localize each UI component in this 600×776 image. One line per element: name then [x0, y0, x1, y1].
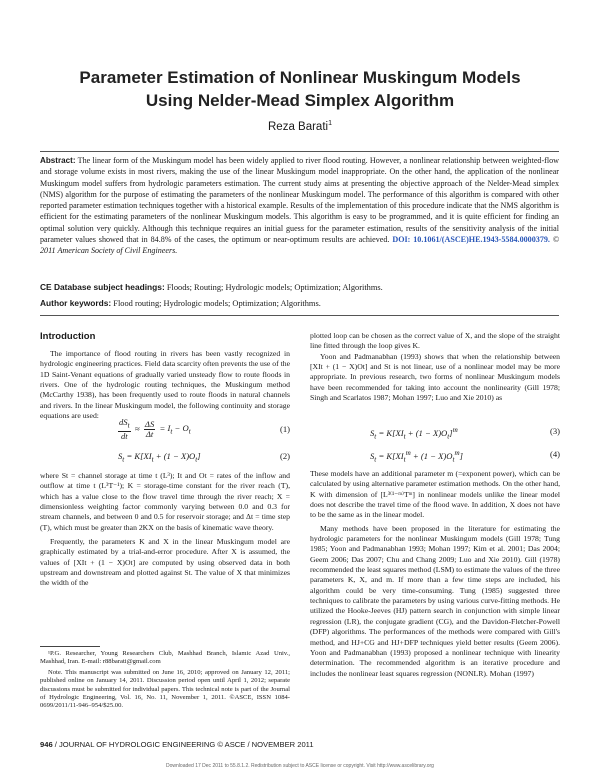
equation-1: $\frac{dS_t}{dt}$ ≈ $\frac{\Delta S}{\Delta t}$ = $I_t - O_t$ (1)	[119, 417, 290, 441]
right-p1-text: plotted loop can be chosen as the correct value of X, and the slope of the straight line fitted through the loop gives K.	[310, 331, 560, 351]
abstract-text: The linear form of the Muskingum model has been widely applied to river flood routing. However, a nonlinear relationship between weighted-flow and storage volume exists in most rivers, making the use of the linear Muskingum model inappropriate. On the other hand, the application of the nonlinear Muskingum model suffers from hydrologic parameters estimation. The current study aims at presenting the objective approach of the Nelder-Mead simplex (NMS) algorithm for the purpose of estimating the parameters of the nonlinear Muskingum model. The performance of this algorithm is compared with other reported parameter estimation techniques together with a historical example. Results of the implementation of this procedure indicate that the NMS algorithm is efficient for the estimating parameters of the nonlinear Muskingum models. This algorithm is easy to be programmed, and it is quite efficient for finding an optimal solution very quickly. Although this technique requires an initial guess for the parameter estimation, results of the sensitivity analysis of the initial parameter values showed that in 84.8% of the cases, the optimum or near-optimum results are achieved.	[40, 156, 559, 245]
right-column-top	[310, 331, 560, 403]
subject-headings	[40, 282, 559, 293]
right-p2-text: Yoon and Padmanabhan (1993) shows that when the relationship between [XIt + (1 − X)Ot] and St is not linear, use of a nonlinear model may be more appropriate. In previous research, two forms of nonlinear Muskingum models have been recommended for taking into account the nonlinearity (Gill 1978; Singh and Scarlatos 1987; Mohan 1997; Luo and Xie 2010) as	[310, 351, 560, 403]
eq3-body: $S_t = K[XI_t + (1 - X)O_t]^m$	[370, 426, 458, 441]
intro-p3-text: Frequently, the parameters K and X in the linear Muskingum model are graphically estimated by a trial-and-error procedure. After X is assumed, the values of [XIt + (1 − X)Ot] are computed by using observed data in both upstream and downstream and plotted against St. The value of X that minimizes the width of the	[40, 537, 290, 588]
right-p3-text: These models have an additional parameter m (=exponent power), which can be calculated by using alternative parameter estimation methods. On the other hand, K with dimension of [L³⁽¹⁻ᵐ⁾Tᵐ] in nonlinear models unlike the linear model does not describe the travel time of the flood wave. In addition, X does not have to be the same as in the linear model.	[310, 469, 560, 520]
eq3-number: (3)	[549, 426, 560, 436]
author-name	[40, 120, 560, 133]
page-number: 946	[40, 740, 53, 749]
author-name-text: Reza Barati	[268, 120, 329, 133]
intro-paragraph-2	[40, 471, 290, 589]
author-keywords	[40, 298, 559, 309]
eq4-number: (4)	[549, 449, 560, 459]
abstract-label: Abstract:	[40, 156, 76, 165]
author-keywords-text: Flood routing; Hydrologic models; Optimization; Algorithms.	[113, 299, 321, 308]
eq1-rhs: $I_t - O_t$	[167, 423, 191, 437]
introduction-heading: Introduction	[40, 331, 96, 342]
intro-p2-text: where St = channel storage at time t (L³); It and Ot = rates of the inflow and outflow at time t (L³T⁻¹); K = storage-time constant for the river reach (T), which has a value close to the flow travel time through the river reach; X = dimensionless weighting factor commonly varying between 0.0 and 0.3 for stream channels, and between 0 and 0.5 for reservoir storage; and Δt = time step (T), which must be greater than 2KX on the basis of kinematic wave theory.	[40, 471, 290, 532]
footnotes	[40, 650, 290, 711]
eq2-number: (2)	[279, 451, 290, 461]
title-line-2: Using Nelder-Mead Simplex Algorithm	[145, 91, 455, 110]
copyright: © 2011 American Society of Civil Engineers.	[40, 235, 559, 256]
page-footer	[40, 740, 314, 749]
footnote-affiliation: ¹P.G. Researcher, Young Researchers Club, Mashhad Branch, Islamic Azad Univ., Mashhad, Iran. E-mail: r88barati@gmail.com	[40, 650, 290, 666]
subject-headings-text: Floods; Routing; Hydrologic models; Optimization; Algorithms.	[166, 283, 383, 292]
eq1-lhs: $\frac{dS_t}{dt}$	[119, 417, 130, 441]
keywords-divider	[40, 315, 559, 316]
equation-2	[118, 451, 290, 465]
equation-3	[370, 426, 560, 440]
intro-paragraph-1	[40, 349, 290, 421]
doi-link[interactable]: 10.1061/(ASCE)HE.1943-5584.0000379.	[413, 235, 550, 245]
footnote-rule	[40, 646, 100, 647]
doi-label[interactable]: DOI:	[392, 235, 411, 245]
download-notice: Downloaded 17 Dec 2011 to 55.8.1.2. Redistribution subject to ASCE license or copyright. Visit http://www.ascelibrary.org	[166, 763, 434, 769]
eq4-body: $S_t = K[XI_t^m + (1 - X)O_t^m]$	[370, 449, 463, 464]
top-divider	[40, 151, 559, 152]
paper-title	[40, 66, 560, 112]
abstract	[40, 155, 559, 257]
right-column-bottom	[310, 469, 560, 679]
eq1-mid: $\frac{\Delta S}{\Delta t}$	[144, 418, 155, 439]
eq2-body: $S_t = K[XI_t + (1 - X)O_t]$	[118, 451, 201, 464]
intro-p1-text: The importance of flood routing in rivers has been vastly recognized in hydrologic engineering practices. Field data scarcity often prevents the use of the 1D Saint-Venant equations of gradually varied unsteady flow to route floods in rivers. One of the hydrologic routing techniques, the Muskingum method (McCarthy 1938), has been frequently used to route floods in natural channels and rivers. In the linear Muskingum model, the following continuity and storage equations are used:	[40, 349, 290, 421]
author-affiliation-mark: 1	[328, 120, 332, 127]
equation-4	[370, 449, 560, 463]
subject-headings-label: CE Database subject headings:	[40, 282, 165, 292]
title-line-1: Parameter Estimation of Nonlinear Muskingum Models	[79, 68, 521, 87]
author-keywords-label: Author keywords:	[40, 298, 112, 308]
footnote-note: Note. This manuscript was submitted on June 16, 2010; approved on January 12, 2011; published online on January 14, 2011. Discussion period open until April 1, 2012; separate discussions must be submitted for individual papers. This technical note is part of the Journal of Hydrologic Engineering, Vol. 16, No. 11, November 1, 2011. ©ASCE, ISSN 1084-0699/2011/11-946–954/$25.00.	[40, 668, 290, 710]
right-p4-text: Many methods have been proposed in the literature for estimating the hydrologic parameters for the nonlinear Muskingum models (Gill 1978; Tung 1985; Yoon and Padmanabhan 1993; Mohan 1997; Kim et al. 2001; Das 2004; Geem 2006; Das 2007; Chu and Chang 2009; Luo and Xie 2010). Gill (1978) recommended the least squares method (LSM) to estimate the values of the three parameters K, X, and m. If more than a few time steps are included, his algorithm could be very time-consuming. Tung (1985) suggested three techniques to calibrate the parameters by using various curve-fitting methods. He utilized the Hooke-Jeeves (HJ) pattern search in conjunction with simple linear regression (LR), the conjugate gradient (CG), and the Davidon-Fletcher-Powell (DFP) algorithms. The performances of the methods were compared with Gill's method, and HJ+CG and HJ+DFP techniques yield better results (Geem 2006). Yoon and Padmanabhan (1993) proposed a nonlinear technique with linearity determination. The recommended algorithm is an iterative procedure and includes the nonlinear least squares regression (NONLR). Mohan (1997)	[310, 523, 560, 678]
eq1-number: (1)	[279, 424, 290, 434]
journal-footer: / JOURNAL OF HYDROLOGIC ENGINEERING © ASCE / NOVEMBER 2011	[52, 740, 314, 749]
